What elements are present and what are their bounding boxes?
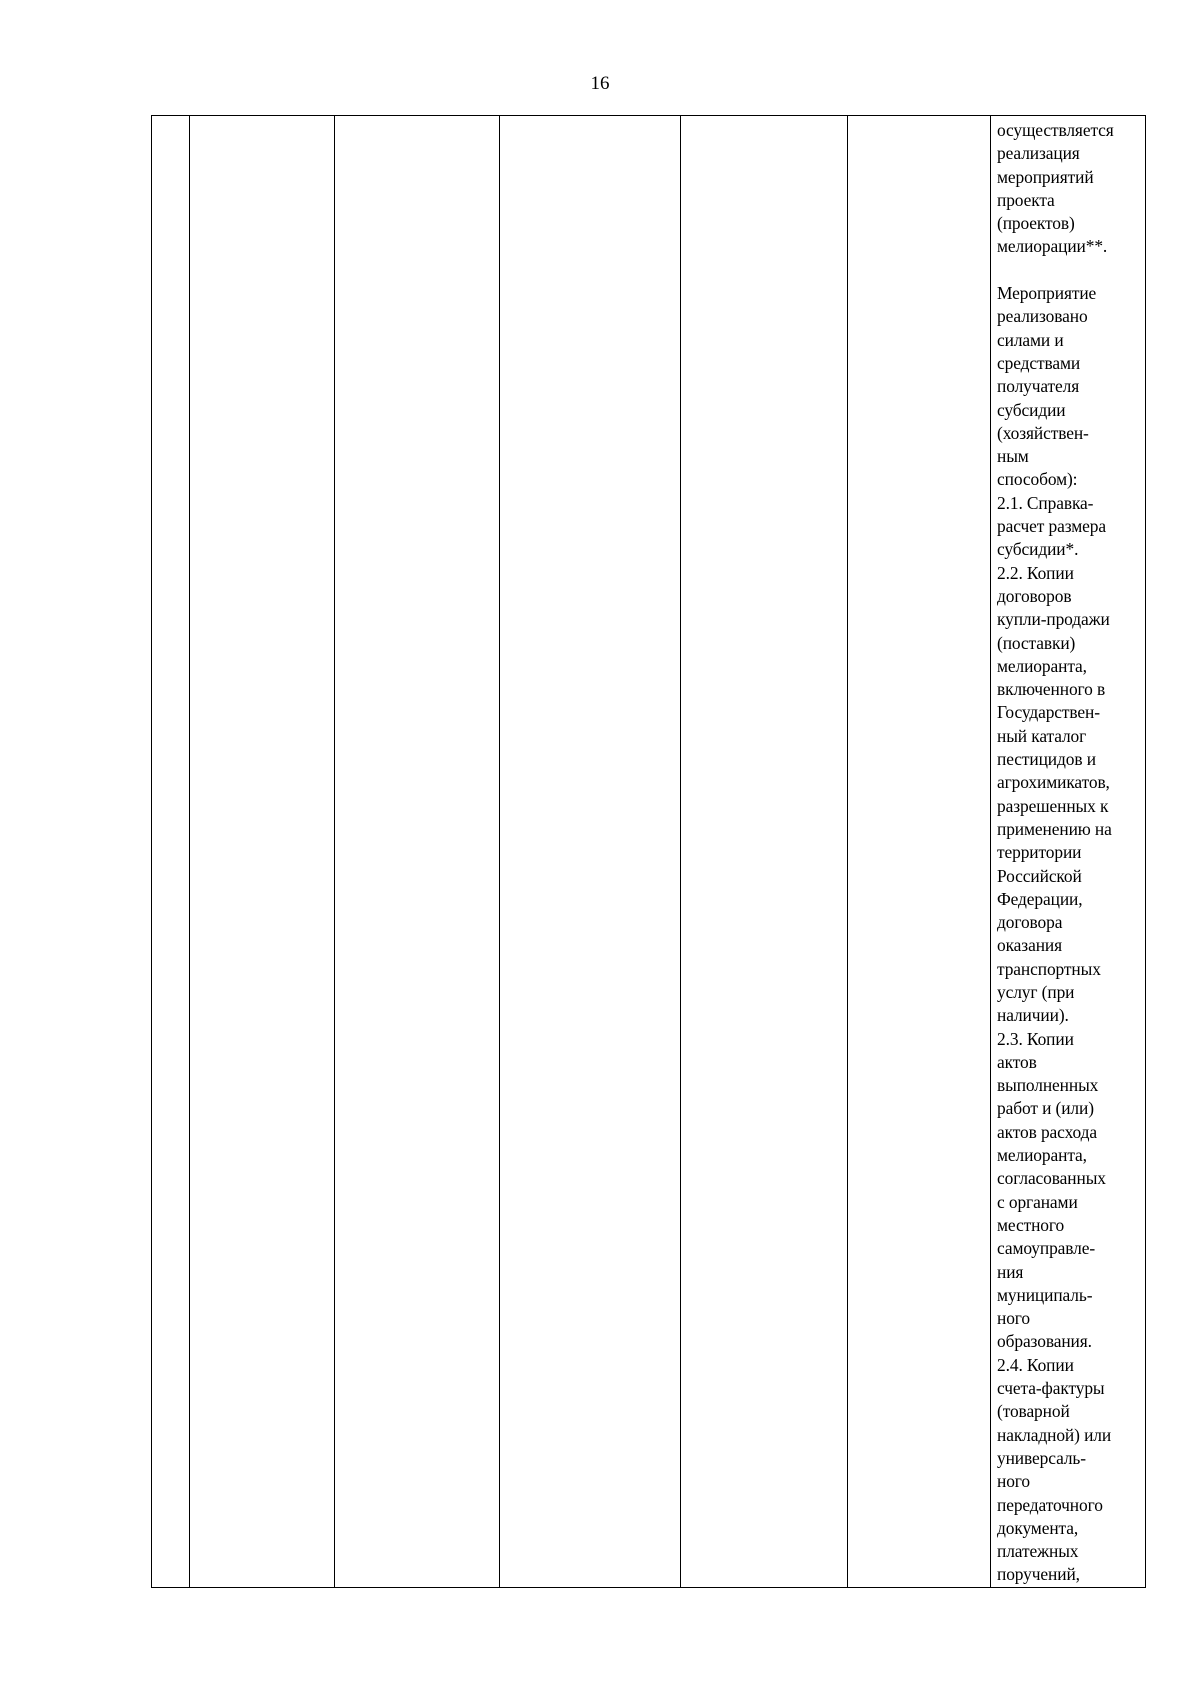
paragraph-spacer [997, 259, 1143, 282]
table-cell-col-3 [335, 116, 500, 1588]
page-number: 16 [590, 73, 610, 94]
table-cell-col-7 [991, 116, 1146, 1588]
table-cell-col-6 [848, 116, 991, 1588]
cell-paragraph-implementation: осуществляется реализация мероприятий проекта (проектов) мелиорации**. [997, 120, 1114, 257]
table-cell-col-4 [500, 116, 681, 1588]
table-cell-col-1 [152, 116, 190, 1588]
table-cell-col-5 [681, 116, 848, 1588]
document-table [151, 115, 1146, 1588]
table-row [152, 116, 1146, 1588]
cell-paragraph-documents-list: Мероприятие реализовано силами и средствами получателя субсидии (хозяйствен- ным способом): 2.1. Справка- расчет размера субсидии*. 2.2. Копии договоров купли-продажи (поставки) мелиоранта, включенного в Государствен- ный каталог пестицидов и агрохимикатов, разрешенных к применению на территории Российской Федерации, договора оказания транспортных услуг (при наличии). 2.3. Копии актов выполненных работ и (или) актов расхода мелиоранта, согласованных с органами местного самоуправле- ния муниципаль- ного образования. 2.4. Копии счета-фактуры (товарной накладной) или универсаль- ного передаточного документа, платежных поручений, [997, 283, 1112, 1585]
table-cell-col-2 [190, 116, 335, 1588]
